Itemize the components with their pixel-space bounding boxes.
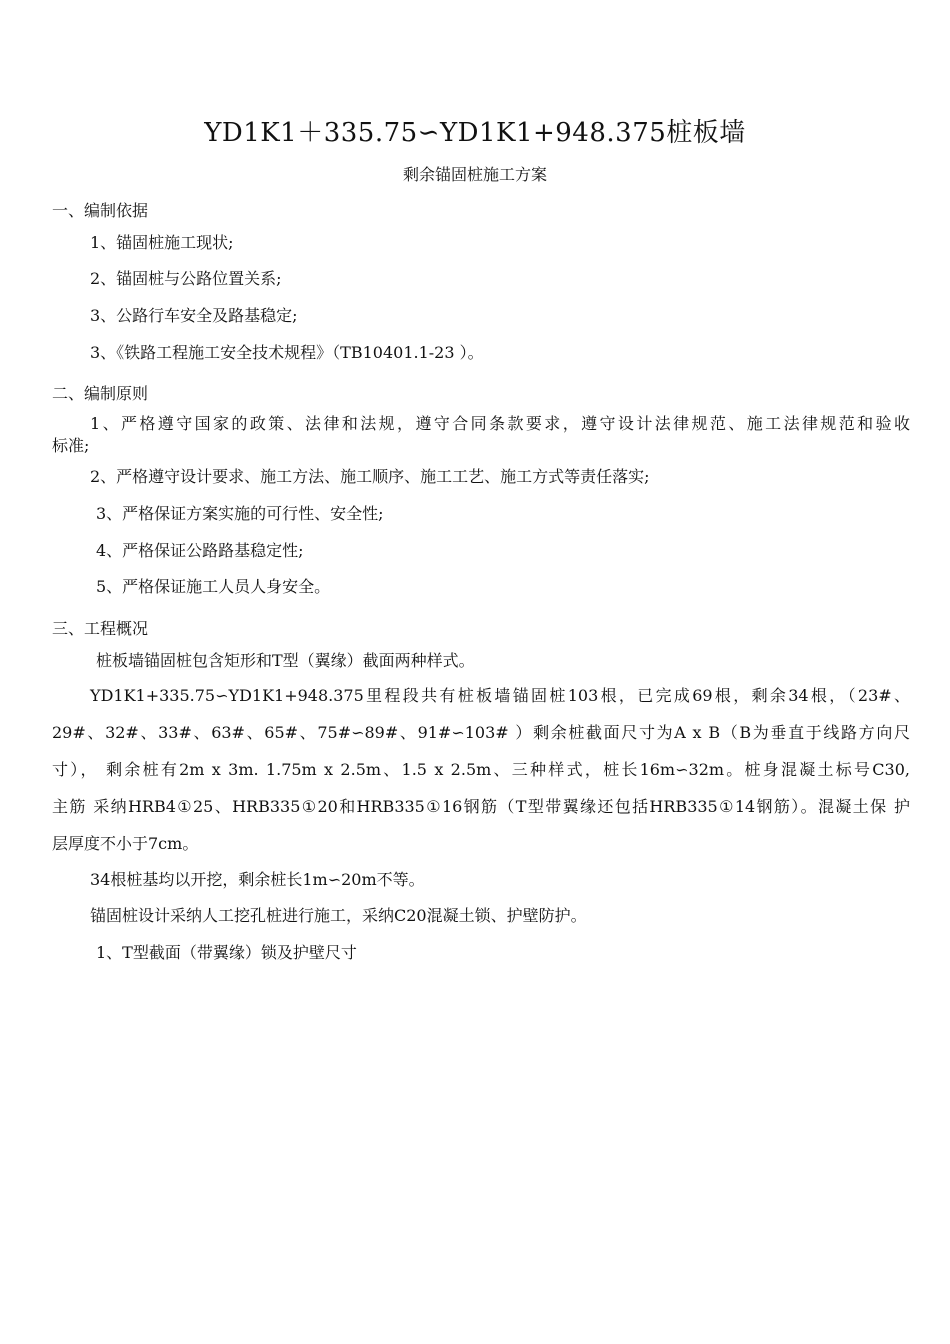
section-2-item: 3、严格保证方案实施的可行性、安全性;: [96, 504, 384, 523]
section-1-heading: 一、编制依据: [52, 201, 149, 220]
document-subtitle: 剩余锚固桩施工方案: [402, 165, 547, 184]
section-3-paragraph: 1、T型截面（带翼缘）锁及护壁尺寸: [96, 943, 357, 962]
section-3-paragraph-line: 层厚度不小于7cm。: [52, 834, 199, 853]
document-title: YD1K1＋335.75∽YD1K1+948.375桩板墙: [204, 118, 746, 148]
section-1-item: 3、《铁路工程施工安全技术规程》（TB10401.1-23 ）。: [90, 343, 484, 362]
section-3-paragraph-line: 主筋 采纳HRB4①25、HRB335①20和HRB335①16钢筋（T型带翼缘还包括HRB335①14钢筋）。混凝土保 护: [52, 797, 910, 816]
section-3-paragraph-line: 29#、32#、33#、63#、65#、75#∽89#、91#∽103# ）剩余桩截面尺寸为A x B（B为垂直于线路方向尺: [52, 723, 910, 742]
section-3-heading: 三、工程概况: [52, 619, 149, 638]
section-3-paragraph-line: YD1K1+335.75∽YD1K1+948.375里程段共有桩板墙锚固桩103根，已完成69根，剩余34根，（23#、: [90, 686, 910, 705]
section-2-item-1-line-2: 标准;: [52, 436, 90, 455]
section-2-item-1-line-1: 1、严格遵守国家的政策、法律和法规，遵守合同条款要求，遵守设计法律规范、施工法律规范和验收: [90, 414, 910, 433]
section-1-item: 2、锚固桩与公路位置关系;: [90, 269, 282, 288]
section-1-item: 1、锚固桩施工现状;: [90, 233, 234, 252]
section-1-item: 3、公路行车安全及路基稳定;: [90, 306, 298, 325]
section-2-item: 5、严格保证施工人员人身安全。: [96, 577, 331, 596]
section-3-paragraph-line: 寸）， 剩余桩有2m x 3m. 1.75m x 2.5m、1.5 x 2.5m、三种样式，桩长16m∽32m。桩身混凝土标号C30,: [52, 760, 910, 779]
section-3-paragraph: 锚固桩设计采纳人工挖孔桩进行施工，采纳C20混凝土锁、护壁防护。: [90, 906, 587, 925]
section-3-paragraph: 桩板墙锚固桩包含矩形和T型（翼缘）截面两种样式。: [96, 651, 475, 670]
section-2-item: 2、严格遵守设计要求、施工方法、施工顺序、施工工艺、施工方式等责任落实;: [90, 467, 650, 486]
section-2-item: 4、严格保证公路路基稳定性;: [96, 541, 304, 560]
section-2-heading: 二、编制原则: [52, 384, 149, 403]
section-3-paragraph: 34根桩基均以开挖，剩余桩长1m∽20m不等。: [90, 870, 425, 889]
